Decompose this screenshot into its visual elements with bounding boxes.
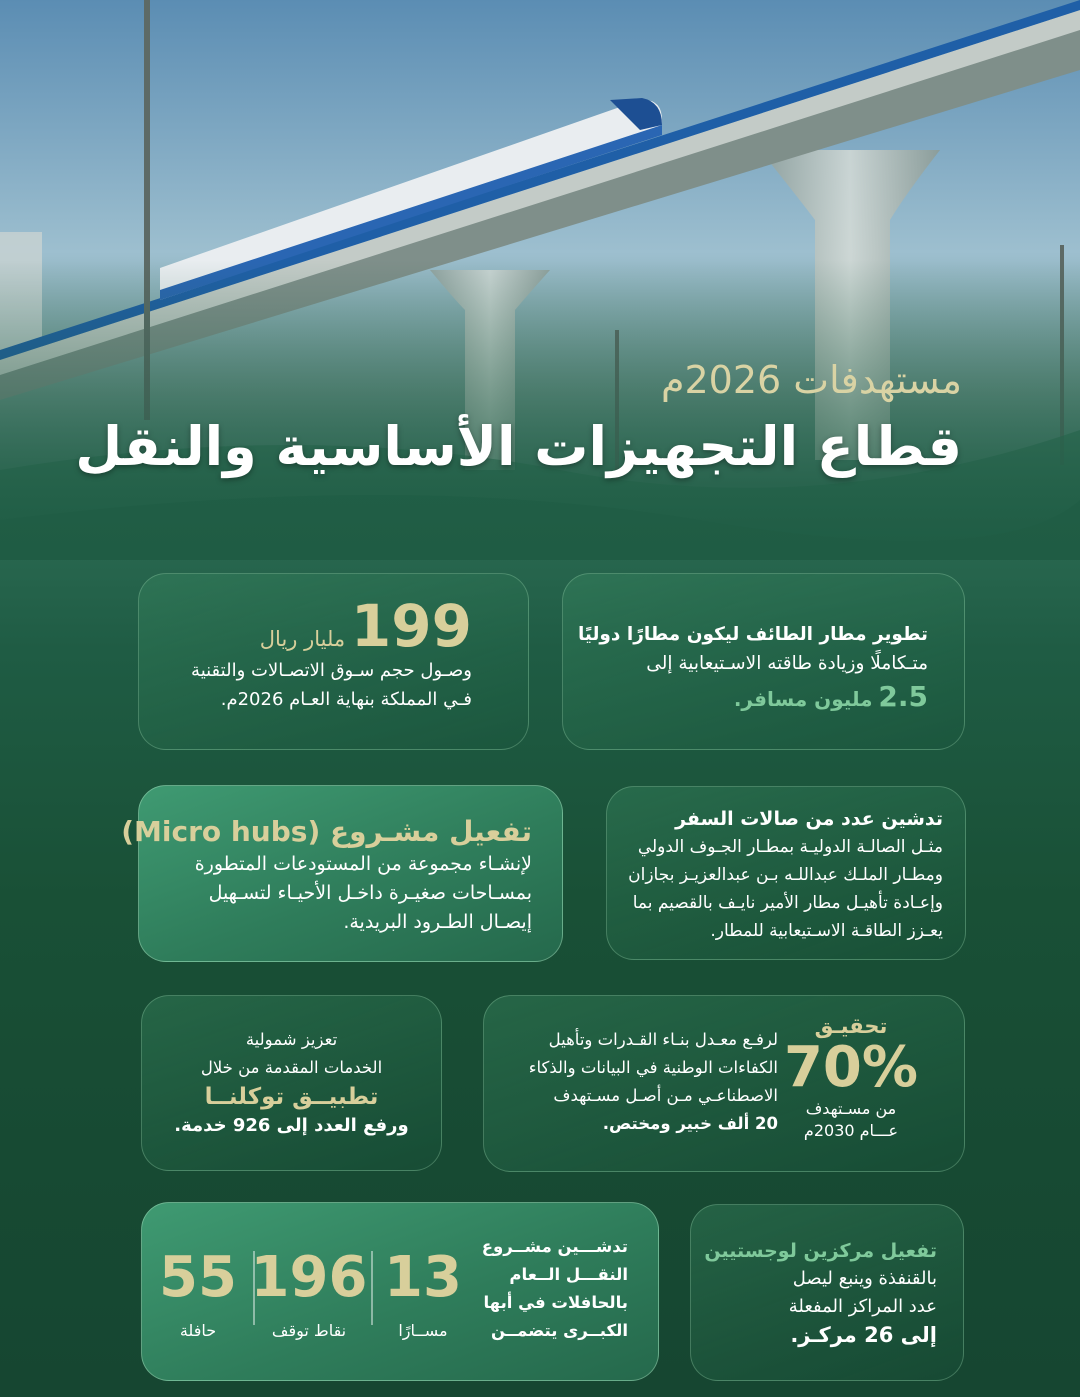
card-text: تدشـــين مشــروع bbox=[481, 1237, 628, 1256]
percent-prefix: تحقيـق bbox=[814, 1014, 888, 1038]
card-text: الاصطناعـي مـن أصـل مسـتهدف bbox=[553, 1086, 778, 1105]
stat-value: 55 bbox=[159, 1245, 237, 1310]
highlight-number: 2.5 bbox=[878, 680, 928, 713]
card-title: تدشين عدد من صالات السفر bbox=[675, 808, 943, 830]
stat-value: 196 bbox=[250, 1245, 368, 1310]
card-text: الخدمات المقدمة من خلال bbox=[200, 1058, 383, 1077]
stat-value: 13 bbox=[384, 1245, 462, 1310]
card-text: الكبــرى يتضمــن bbox=[491, 1321, 628, 1340]
card-text: بمسـاحات صغيـرة داخـل الأحيـاء لتسـهيل bbox=[208, 882, 532, 904]
card-text: بالقنفذة وينبع ليصل bbox=[792, 1268, 937, 1289]
transport-text bbox=[482, 1233, 628, 1345]
highlight-unit: مليون مسافر. bbox=[733, 687, 873, 711]
target-line: عـــام 2030م bbox=[803, 1121, 899, 1140]
card-text: وصـول حجم سـوق الاتصـالات والتقنية bbox=[191, 660, 472, 681]
app-name: تطبيــق توكلنــا bbox=[204, 1084, 379, 1110]
card-text: لرفـع معـدل بنـاء القـدرات وتأهيل bbox=[548, 1030, 778, 1049]
stat-divider bbox=[253, 1251, 255, 1325]
card-telecom-market bbox=[138, 573, 529, 750]
card-micro-hubs bbox=[121, 785, 563, 962]
card-public-transport bbox=[141, 1202, 659, 1381]
capabilities-text bbox=[529, 1026, 778, 1138]
subtitle: مستهدفات 2026م bbox=[660, 358, 962, 402]
percent-value: 70% bbox=[783, 1035, 918, 1100]
card-travel-halls bbox=[606, 786, 966, 960]
target-line: من مسـتهدف bbox=[805, 1099, 897, 1118]
stat-label: مســارًا bbox=[398, 1321, 448, 1340]
card-text: فـي المملكة بنهاية العـام 2026م. bbox=[220, 689, 472, 710]
card-text: يعـزز الطاقـة الاسـتيعابية للمطار. bbox=[710, 921, 943, 941]
card-text: متـكاملًا وزيادة طاقته الاسـتيعابية إلى bbox=[646, 653, 928, 674]
card-text: ومطـار الملـك عبداللـه بـن عبدالعزيـز بجازان bbox=[628, 865, 943, 885]
card-text: تطوير مطار الطائف ليكون مطارًا دوليًا bbox=[577, 624, 928, 645]
stat-stops bbox=[248, 1247, 370, 1343]
card-text: إيصـال الطـرود البريدية. bbox=[343, 911, 532, 933]
card-highlight bbox=[159, 592, 472, 660]
highlight-number: 199 bbox=[350, 592, 472, 660]
card-text: الكفاءات الوطنية في البيانات والذكاء bbox=[528, 1058, 778, 1077]
card-text: إلى 26 مركـز. bbox=[790, 1323, 937, 1347]
stat-routes bbox=[368, 1247, 478, 1343]
card-tawakkalna bbox=[141, 995, 442, 1171]
card-highlight bbox=[583, 682, 928, 715]
card-text: النقـــل الــعام bbox=[509, 1265, 628, 1284]
card-text: مثـل الصالـة الدوليـة بمطـار الجـوف الدولي bbox=[637, 837, 943, 857]
card-title: تفعيل مركزين لوجستيين bbox=[704, 1240, 937, 1262]
page-title: قطاع التجهيزات الأساسية والنقل bbox=[75, 415, 962, 478]
card-text: وإعـادة تأهيـل مطار الأمير نايـف بالقصيم بما bbox=[632, 893, 943, 913]
card-capabilities bbox=[483, 995, 965, 1172]
card-taif-airport bbox=[562, 573, 965, 750]
card-text: عدد المراكز المفعلة bbox=[788, 1296, 937, 1317]
stat-label: نقاط توقف bbox=[271, 1321, 347, 1340]
card-text: لإنشـاء مجموعة من المستودعات المتطورة bbox=[194, 853, 532, 875]
card-text: تعزيز شمولية bbox=[245, 1030, 338, 1049]
stat-buses bbox=[143, 1247, 253, 1343]
percent-block bbox=[784, 1014, 918, 1142]
card-text: بالحافلات في أبها bbox=[483, 1293, 628, 1312]
card-text: 20 ألف خبير ومختص. bbox=[602, 1114, 778, 1133]
highlight-unit: مليار ريال bbox=[259, 627, 346, 651]
card-logistics bbox=[690, 1204, 964, 1381]
stat-divider bbox=[371, 1251, 373, 1325]
stat-label: حافلة bbox=[179, 1321, 217, 1340]
card-text: ورفع العدد إلى 926 خدمة. bbox=[174, 1115, 409, 1136]
card-title: تفعيل مشـروع (Micro hubs) bbox=[121, 815, 532, 848]
